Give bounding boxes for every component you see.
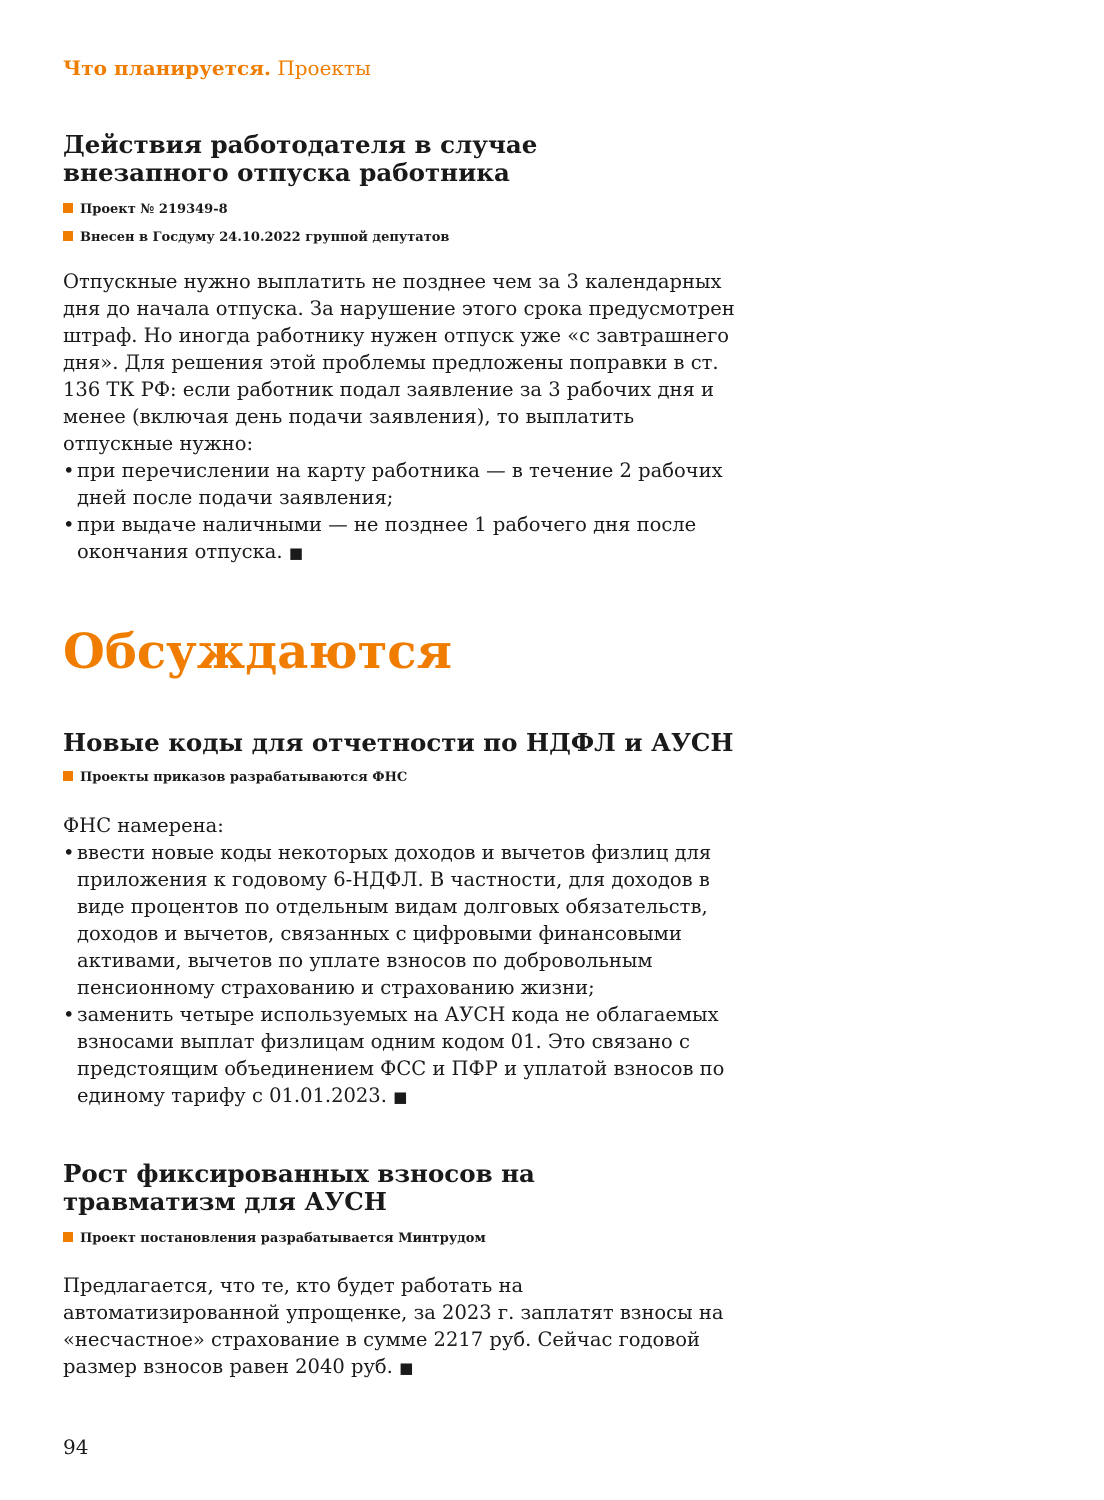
end-mark-icon: ■ [399, 1359, 414, 1377]
running-header [63, 56, 371, 80]
meta-item: Проект № 219349-8 [63, 201, 783, 229]
article1-list [63, 457, 747, 567]
list-item: • ввести новые коды некоторых доходов и вычетов физлиц для приложения к годовому 6-НДФЛ. В частности, для доходов в виде процентов по отдельным видам долговых обязательств, доходов и вычетов, связанных с цифровыми финансовыми активами, вычетов по уплате взносов по добровольным пенсионному страхованию и страхованию жизни; [63, 839, 743, 1001]
article2-title: Новые коды для отчетности по НДФЛ и АУСН [63, 728, 734, 757]
list-item: • заменить четыре используемых на АУСН кода не облагаемых взносами выплат физлицам одним кодом 01. Это связано с предстоящим объединением ФСС и ПФР и уплатой взносов по единому тарифу с 01.01.2023. ■ [63, 1001, 743, 1111]
header-section: Что планируется. [63, 56, 271, 80]
article3-paragraph: Предлагается, что те, кто будет работать на автоматизированной упрощенке, за 2023 г. заплатят взносы на «несчастное» страхование в сумме 2217 руб. Сейчас годовой размер взносов равен 2040 руб. ■ [63, 1274, 724, 1378]
article3-body [63, 1272, 733, 1382]
article1-paragraph: Отпускные нужно выплатить не позднее чем за 3 календарных дня до начала отпуска. За нарушение этого срока предусмотрен штраф. Но иногда работнику нужен отпуск уже «с завтрашнего дня». Для решения этой проблемы предложены поправки в ст. 136 ТК РФ: если работник подал заявление за 3 рабочих дня и менее (включая день подачи заявления), то выплатить отпускные нужно: [63, 270, 735, 455]
meta-item: Проект постановления разрабатывается Минтрудом [63, 1230, 783, 1258]
header-subsection: Проекты [277, 56, 371, 80]
bullet-square-icon [63, 1232, 73, 1242]
article2-paragraph: ФНС намерена: [63, 814, 224, 837]
article2-body [63, 812, 743, 1111]
list-item: • при перечислении на карту работника — в течение 2 рабочих дней после подачи заявления; [63, 457, 747, 511]
article1-title: Действия работодателя в случае внезапного отпуска работника [63, 130, 538, 187]
page-number: 94 [63, 1435, 89, 1459]
meta-item: Внесен в Госдуму 24.10.2022 группой депутатов [63, 229, 783, 257]
end-mark-icon: ■ [288, 544, 303, 562]
article1-body [63, 268, 747, 567]
article3-title: Рост фиксированных взносов на травматизм для АУСН [63, 1159, 535, 1216]
list-item: • при выдаче наличными — не позднее 1 рабочего дня после окончания отпуска. ■ [63, 511, 747, 567]
bullet-square-icon [63, 203, 73, 213]
meta-item: Проекты приказов разрабатываются ФНС [63, 769, 783, 797]
section-title: Обсуждаются [63, 624, 452, 680]
bullet-square-icon [63, 771, 73, 781]
article3-meta [63, 1230, 783, 1258]
bullet-square-icon [63, 231, 73, 241]
article1-meta [63, 201, 783, 257]
article2-list [63, 839, 743, 1111]
end-mark-icon: ■ [393, 1088, 408, 1106]
article2-meta [63, 769, 783, 797]
